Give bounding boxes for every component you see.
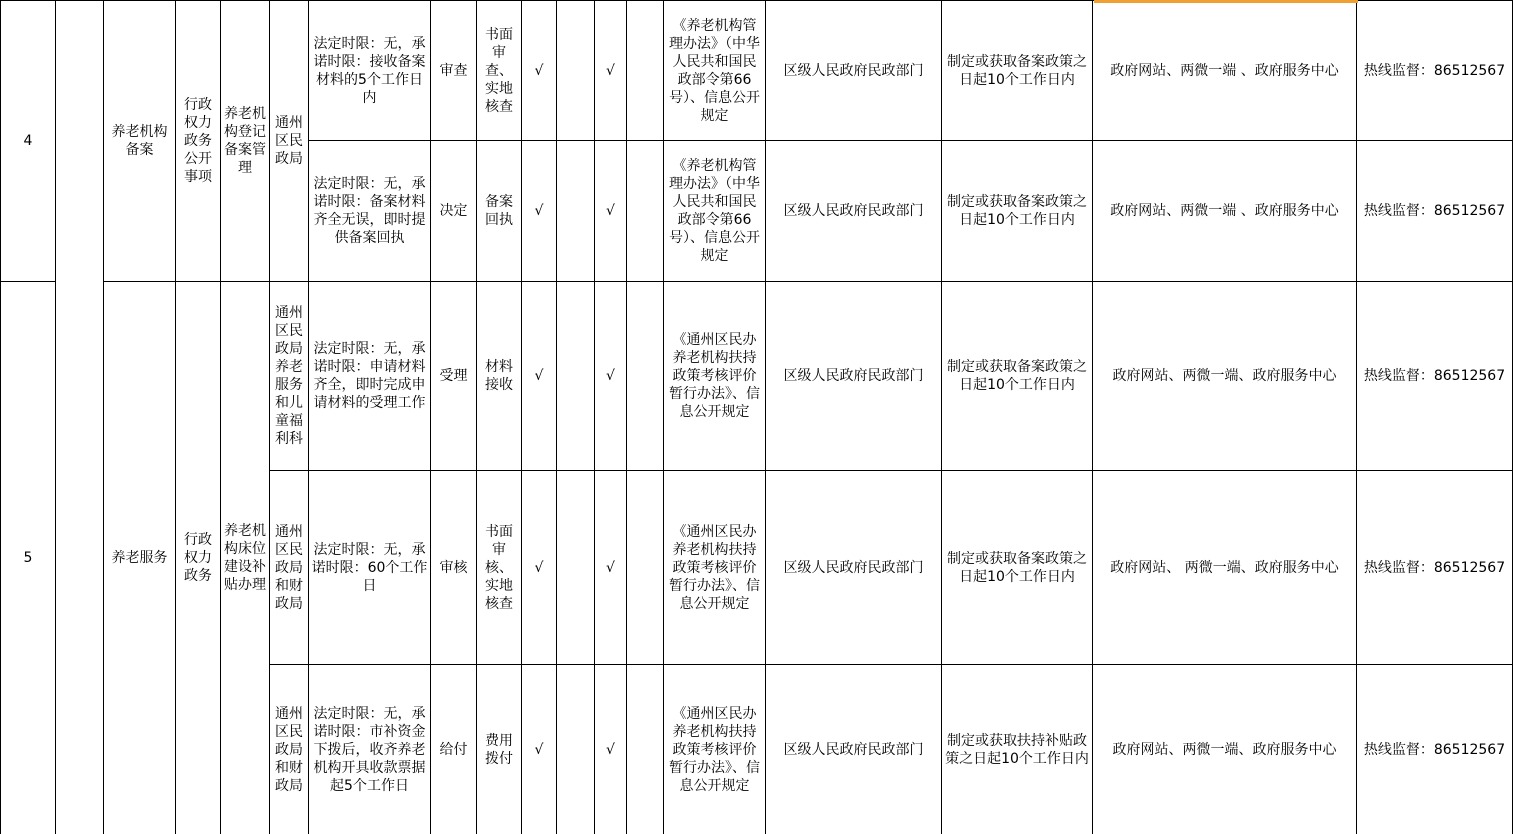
supervision-cell[interactable]: 热线监督：86512567 xyxy=(1357,141,1513,282)
table-row xyxy=(1,1,1513,141)
deadline-cell[interactable]: 制定或获取备案政策之日起10个工作日内 xyxy=(942,1,1093,141)
selected-cell-highlight xyxy=(1094,0,1358,3)
department-cell[interactable]: 区级人民政府民政部门 xyxy=(766,471,942,665)
time-limit-cell[interactable]: 法定时限：无，承诺时限：市补资金下拨后，收齐养老机构开具收款票据起5个工作日 xyxy=(309,665,431,834)
basis-cell[interactable]: 《养老机构管理办法》（中华人民共和国民政部令第66号）、信息公开规定 xyxy=(664,141,766,282)
supervision-cell[interactable]: 热线监督：86512567 xyxy=(1357,282,1513,471)
department-cell[interactable]: 区级人民政府民政部门 xyxy=(766,1,942,141)
time-limit-cell[interactable]: 法定时限：无，承诺时限：60个工作日 xyxy=(309,471,431,665)
blank-cell[interactable] xyxy=(557,141,595,282)
checkmark-cell[interactable]: √ xyxy=(522,665,557,834)
step-cell[interactable]: 审查 xyxy=(431,1,477,141)
checkmark-cell[interactable]: √ xyxy=(522,282,557,471)
basis-cell[interactable]: 《通州区民办养老机构扶持政策考核评价暂行办法》、信息公开规定 xyxy=(664,282,766,471)
channel-cell[interactable]: 政府网站、两微一端、政府服务中心 xyxy=(1093,282,1357,471)
sub-item-cell[interactable]: 养老机构床位建设补贴办理 xyxy=(221,282,270,834)
method-cell[interactable]: 材料接收 xyxy=(477,282,522,471)
method-cell[interactable]: 书面审查、实地核查 xyxy=(477,1,522,141)
service-name-cell[interactable]: 养老服务 xyxy=(104,282,176,834)
checkmark-cell[interactable]: √ xyxy=(595,141,627,282)
time-limit-cell[interactable]: 法定时限：无，承诺时限：申请材料齐全，即时完成申请材料的受理工作 xyxy=(309,282,431,471)
seq-cell[interactable]: 5 xyxy=(1,282,56,834)
channel-cell[interactable]: 政府网站、两微一端 、政府服务中心 xyxy=(1093,141,1357,282)
deadline-cell[interactable]: 制定或获取备案政策之日起10个工作日内 xyxy=(942,471,1093,665)
step-cell[interactable]: 给付 xyxy=(431,665,477,834)
blank-cell[interactable] xyxy=(627,471,664,665)
category-cell[interactable]: 行政权力政务 xyxy=(176,282,221,834)
basis-cell[interactable]: 《养老机构管理办法》（中华人民共和国民政部令第66号）、信息公开规定 xyxy=(664,1,766,141)
blank-cell[interactable] xyxy=(557,471,595,665)
responsible-body-cell[interactable]: 通州区民政局养老服务和儿童福利科 xyxy=(270,282,309,471)
checkmark-cell[interactable]: √ xyxy=(522,471,557,665)
responsible-body-cell[interactable]: 通州区民政局和财政局 xyxy=(270,665,309,834)
responsible-body-cell[interactable]: 通州区民政局 xyxy=(270,1,309,282)
method-cell[interactable]: 费用拨付 xyxy=(477,665,522,834)
checkmark-cell[interactable]: √ xyxy=(522,1,557,141)
blank-cell[interactable] xyxy=(557,282,595,471)
table-row xyxy=(1,282,1513,471)
category-cell[interactable]: 行政权力政务公开事项 xyxy=(176,1,221,282)
department-cell[interactable]: 区级人民政府民政部门 xyxy=(766,665,942,834)
service-name-cell[interactable]: 养老机构备案 xyxy=(104,1,176,282)
method-cell[interactable]: 书面审核、实地核查 xyxy=(477,471,522,665)
method-cell[interactable]: 备案回执 xyxy=(477,141,522,282)
deadline-cell[interactable]: 制定或获取备案政策之日起10个工作日内 xyxy=(942,282,1093,471)
step-cell[interactable]: 决定 xyxy=(431,141,477,282)
time-limit-cell[interactable]: 法定时限：无，承诺时限：备案材料齐全无误，即时提供备案回执 xyxy=(309,141,431,282)
blank-cell[interactable] xyxy=(56,1,104,834)
step-cell[interactable]: 受理 xyxy=(431,282,477,471)
supervision-cell[interactable]: 热线监督：86512567 xyxy=(1357,471,1513,665)
channel-cell[interactable]: 政府网站、 两微一端、政府服务中心 xyxy=(1093,471,1357,665)
supervision-cell[interactable]: 热线监督：86512567 xyxy=(1357,1,1513,141)
deadline-cell[interactable]: 制定或获取备案政策之日起10个工作日内 xyxy=(942,141,1093,282)
blank-cell[interactable] xyxy=(557,1,595,141)
deadline-cell[interactable]: 制定或获取扶持补贴政策之日起10个工作日内 xyxy=(942,665,1093,834)
sub-item-cell[interactable]: 养老机构登记备案管理 xyxy=(221,1,270,282)
supervision-cell[interactable]: 热线监督：86512567 xyxy=(1357,665,1513,834)
checkmark-cell[interactable]: √ xyxy=(522,141,557,282)
step-cell[interactable]: 审核 xyxy=(431,471,477,665)
blank-cell[interactable] xyxy=(627,141,664,282)
checkmark-cell[interactable]: √ xyxy=(595,471,627,665)
blank-cell[interactable] xyxy=(627,1,664,141)
department-cell[interactable]: 区级人民政府民政部门 xyxy=(766,141,942,282)
department-cell[interactable]: 区级人民政府民政部门 xyxy=(766,282,942,471)
blank-cell[interactable] xyxy=(627,665,664,834)
channel-cell[interactable]: 政府网站、两微一端 、政府服务中心 xyxy=(1093,1,1357,141)
blank-cell[interactable] xyxy=(557,665,595,834)
checkmark-cell[interactable]: √ xyxy=(595,282,627,471)
time-limit-cell[interactable]: 法定时限：无，承诺时限：接收备案材料的5个工作日内 xyxy=(309,1,431,141)
checkmark-cell[interactable]: √ xyxy=(595,665,627,834)
blank-cell[interactable] xyxy=(627,282,664,471)
channel-cell[interactable]: 政府网站、两微一端、政府服务中心 xyxy=(1093,665,1357,834)
basis-cell[interactable]: 《通州区民办养老机构扶持政策考核评价暂行办法》、信息公开规定 xyxy=(664,665,766,834)
checkmark-cell[interactable]: √ xyxy=(595,1,627,141)
seq-cell[interactable]: 4 xyxy=(1,1,56,282)
responsible-body-cell[interactable]: 通州区民政局和财政局 xyxy=(270,471,309,665)
basis-cell[interactable]: 《通州区民办养老机构扶持政策考核评价暂行办法》、信息公开规定 xyxy=(664,471,766,665)
